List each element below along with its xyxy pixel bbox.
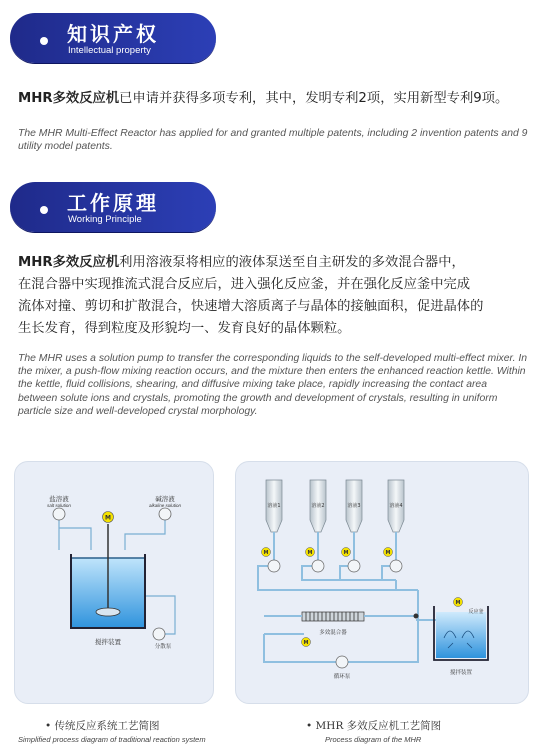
principle-line: MHR多效反应机利用溶液泵将相应的液体泵送至自主研发的多效混合器中， xyxy=(18,255,465,270)
reaction-kettle xyxy=(436,612,486,658)
mhr-diagram xyxy=(235,461,529,704)
motor-label: M xyxy=(385,550,391,556)
section-title-cn: 知识产权 xyxy=(67,22,159,46)
pump-2-icon xyxy=(312,560,324,572)
section-header-principle xyxy=(10,182,216,232)
ip-paragraph-en: The MHR Multi-Effect Reactor has applied for and granted multiple patents, including 2 invention patents and 9 utility model patents. xyxy=(18,128,528,153)
pump-4-icon xyxy=(390,560,402,572)
traditional-diagram-svg xyxy=(15,462,213,703)
brand-name: MHR多效反应机 xyxy=(18,255,120,270)
left-caption-cn: • 传统反应系统工艺简图 xyxy=(45,720,160,732)
motor-icons xyxy=(262,548,463,647)
motor-label: M xyxy=(105,514,111,522)
tank-3-label: 溶液3 xyxy=(347,503,361,509)
mixer-label: 多效混合器 xyxy=(319,630,347,636)
kettle-label: 反应釜 xyxy=(468,609,484,615)
bullet-icon xyxy=(40,37,48,45)
bullet-icon xyxy=(40,206,48,214)
right-caption-cn: • MHR 多效反应机工艺简图 xyxy=(306,720,442,732)
traditional-diagram xyxy=(14,461,214,704)
tank-4-label: 溶液4 xyxy=(389,503,403,509)
circ-pump-label: 循环泵 xyxy=(333,674,351,680)
salt-pump-icon xyxy=(53,508,65,520)
impeller-icon xyxy=(96,608,120,616)
principle-line: 流体对撞、剪切和扩散混合，快速增大溶质离子与晶体的接触面积，促进晶体的 xyxy=(18,299,484,314)
stirring-label: 搅拌装置 xyxy=(449,670,473,676)
section-title-en: Working Principle xyxy=(68,214,142,225)
motor-label: M xyxy=(455,600,461,606)
mhr-diagram-svg xyxy=(236,462,528,703)
principle-paragraph-cn xyxy=(18,252,533,340)
motor-label: M xyxy=(307,550,313,556)
stirring-label: 搅拌装置 xyxy=(95,638,121,646)
section-title-cn: 工作原理 xyxy=(67,191,159,215)
pump-3-icon xyxy=(348,560,360,572)
salt-label-en: salt solution xyxy=(47,503,71,508)
section-header-ip xyxy=(10,13,216,63)
motor-label: M xyxy=(263,550,269,556)
principle-paragraph-en: The MHR uses a solution pump to transfer the corresponding liquids to the self-developed multi-effect mixer. In the mixer, a push-flow mixing reaction occurs, and the mixture then enters the enhanced reaction kettle. Within the kettle, fluid collisions, shearing, and diffusive mixing take place, rapidly increasing the contact area between solute ions and crystals, promoting the growth and development of crystals, resulting in uniform particle size and well-developed crystal morphology. xyxy=(18,353,528,417)
principle-line: 生长发育，得到粒度及形貌均一、发育良好的晶体颗粒。 xyxy=(18,321,351,336)
multi-effect-mixer xyxy=(302,612,364,621)
principle-line: 在混合器中实现推流式混合反应后，进入强化反应釜，并在强化反应釜中完成 xyxy=(18,277,471,292)
left-caption-en: Simplified process diagram of traditional reaction system xyxy=(18,735,206,744)
tank-2-label: 溶液2 xyxy=(311,503,325,509)
alkaline-pump-icon xyxy=(159,508,171,520)
salt-label-cn: 盐溶液 xyxy=(49,495,69,503)
brand-name: MHR多效反应机 xyxy=(18,91,120,106)
motor-label: M xyxy=(303,640,309,646)
alkaline-label-en: alkaline solution xyxy=(148,503,182,508)
disperser-label: 分散泵 xyxy=(154,644,172,650)
left-caption-text: 传统反应系统工艺简图 xyxy=(54,720,160,732)
right-caption-en: Process diagram of the MHR xyxy=(325,735,422,744)
right-caption-text: MHR 多效反应机工艺简图 xyxy=(315,720,442,732)
disperser-pump-icon xyxy=(153,628,165,640)
section-title-en: Intellectual property xyxy=(68,45,151,56)
pump-1-icon xyxy=(268,560,280,572)
motor-label: M xyxy=(343,550,349,556)
ip-text: 已申请并获得多项专利，其中，发明专利2项，实用新型专利9项。 xyxy=(119,91,509,106)
ip-paragraph-cn xyxy=(18,88,508,110)
tank-1-label: 溶液1 xyxy=(267,503,281,509)
alkaline-label-cn: 碱溶液 xyxy=(155,495,175,503)
circulation-pump-icon xyxy=(336,656,348,668)
